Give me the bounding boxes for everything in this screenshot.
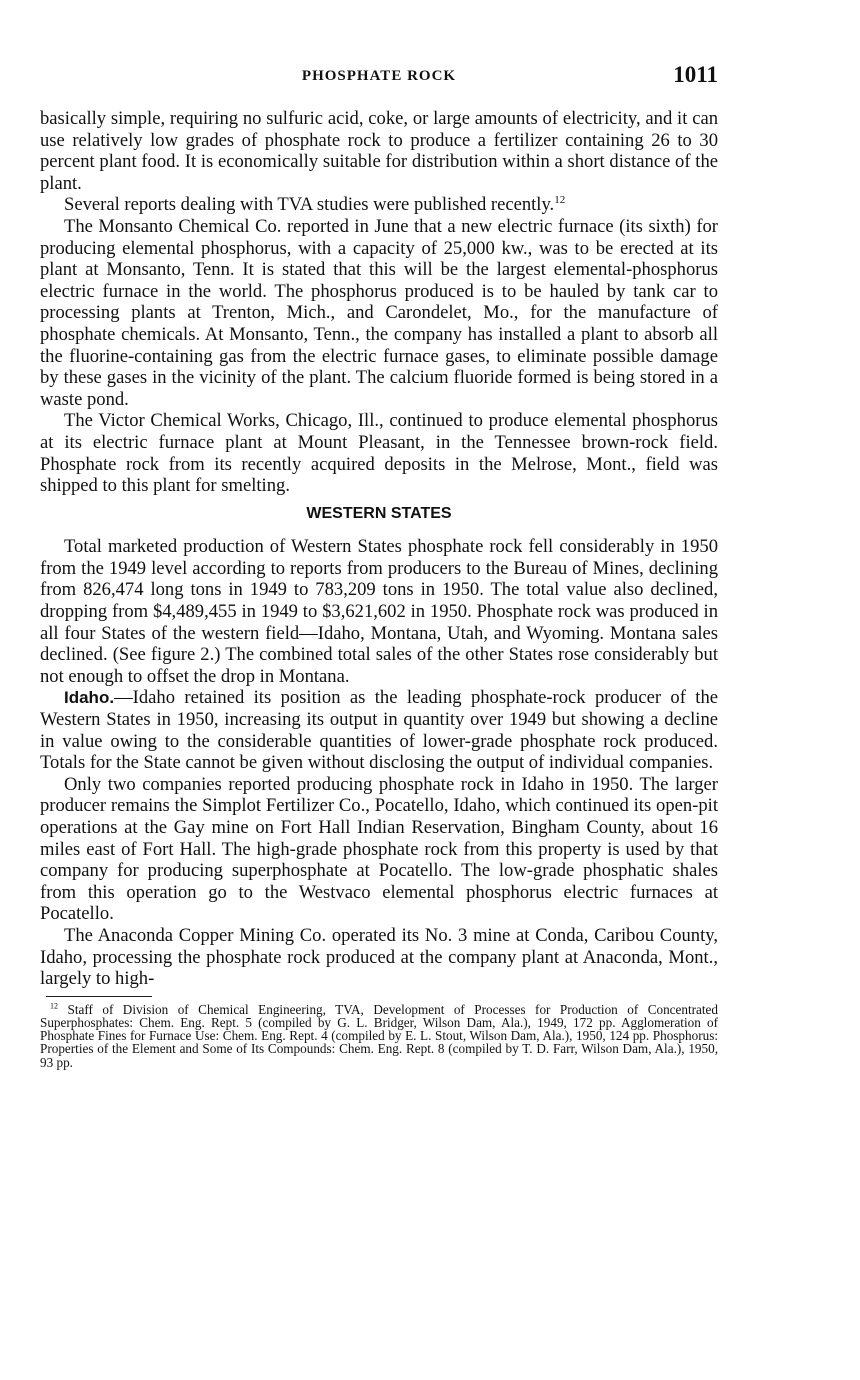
running-header — [40, 62, 718, 92]
page-number: 1011 — [673, 62, 718, 87]
paragraph-text: —Idaho retained its position as the leading phosphate-rock producer of the Western States in 1950, increasing its output in quantity over 1949 but showing a decline in value owing to the considerable quantities of lower-grade phosphate rock produced. Totals for the State cannot be given without disclosing the output of individual companies. — [40, 687, 718, 774]
footnote-marker: 12 — [50, 1001, 58, 1011]
run-in-heading: Idaho. — [64, 688, 115, 708]
paragraph-idaho — [40, 687, 718, 773]
body-text — [40, 108, 718, 990]
footnote-divider — [46, 996, 152, 997]
running-title: PHOSPHATE ROCK — [301, 68, 457, 84]
paragraph-text: Several reports dealing with TVA studies were published recently. — [64, 194, 555, 216]
footnote-reference: 12 — [554, 194, 566, 207]
paragraph-monsanto: The Monsanto Chemical Co. reported in June that a new electric furnace (its sixth) for producing elemental phosphorus, with a capacity of 25,000 kw., was to be erected at its plant at Monsanto, Tenn. It is stated that this will be the largest elemental-phosphorus electric furnace in the world. The phosphorus produced is to be hauled by tank car to processing plants at Trenton, Mich., and Carondelet, Mo., for the manufacture of phosphate chemicals. At Monsanto, Tenn., the company has installed a plant to absorb all the fluorine-containing gas from the electric furnace gases, to eliminate possible damage by these gases in the vicinity of the plant. The calcium fluoride formed is being stored in a waste pond. — [40, 215, 718, 410]
section-heading: WESTERN STATES — [306, 504, 452, 522]
document-page — [40, 62, 718, 1069]
paragraph-tva-reports — [40, 194, 718, 216]
paragraph-victor-chemical: The Victor Chemical Works, Chicago, Ill., continued to produce elemental phosphorus at its electric furnace plant at Mount Pleasant, in the Tennessee brown-rock field. Phosphate rock from its recently acquired deposits in the Melrose, Mont., field was shipped to this plant for smelting. — [40, 410, 718, 497]
paragraph-western-production: Total marketed production of Western States phosphate rock fell considerably in 1950 from the 1949 level according to reports from producers to the Bureau of Mines, declining from 826,474 long tons in 1949 to 783,209 tons in 1950. The total value also declined, dropping from $4,489,455 in 1949 to $3,621,602 in 1950. Phosphate rock was produced in all four States of the western field—Idaho, Montana, Utah, and Wyoming. Montana sales declined. (See figure 2.) The combined total sales of the other States rose considerably but not enough to offset the drop in Montana. — [40, 536, 718, 687]
paragraph-anaconda: The Anaconda Copper Mining Co. operated its No. 3 mine at Conda, Caribou County, Idaho, processing the phosphate rock produced at the company plant at Anaconda, Mont., largely to high- — [40, 924, 718, 990]
footnote-text: Staff of Division of Chemical Engineering, TVA, Development of Processes for Production of Concentrated Superphosphates: Chem. Eng. Rept. 5 (compiled by G. L. Bridger, Wilson Dam, Ala.), 1949, 172 pp. Agglomeration of Phosphate Fines for Furnace Use: Chem. Eng. Rept. 4 (compiled by E. L. Stout, Wilson Dam, Ala.), 1950, 124 pp. Phosphorus: Properties of the Element and Some of Its Compounds: Chem. Eng. Rept. 8 (compiled by T. D. Farr, Wilson Dam, Ala.), 1950, 93 pp. — [40, 1001, 719, 1070]
footnote — [40, 1003, 718, 1069]
paragraph-idaho-companies: Only two companies reported producing phosphate rock in Idaho in 1950. The larger producer remains the Simplot Fertilizer Co., Pocatello, Idaho, which continued its open-pit operations at the Gay mine on Fort Hall Indian Reservation, Bingham County, about 16 miles east of Fort Hall. The high-grade phosphate rock from this property is used by that company for producing superphosphate at Pocatello. The low-grade phosphatic shales from this operation go to the Westvaco elemental phosphorus electric furnaces at Pocatello. — [40, 773, 718, 925]
paragraph-continued: basically simple, requiring no sulfuric acid, coke, or large amounts of electricity, and it can use relatively low grades of phosphate rock to produce a fertilizer containing 26 to 30 percent plant food. It is economically suitable for distribution within a short distance of the plant. — [40, 108, 718, 194]
